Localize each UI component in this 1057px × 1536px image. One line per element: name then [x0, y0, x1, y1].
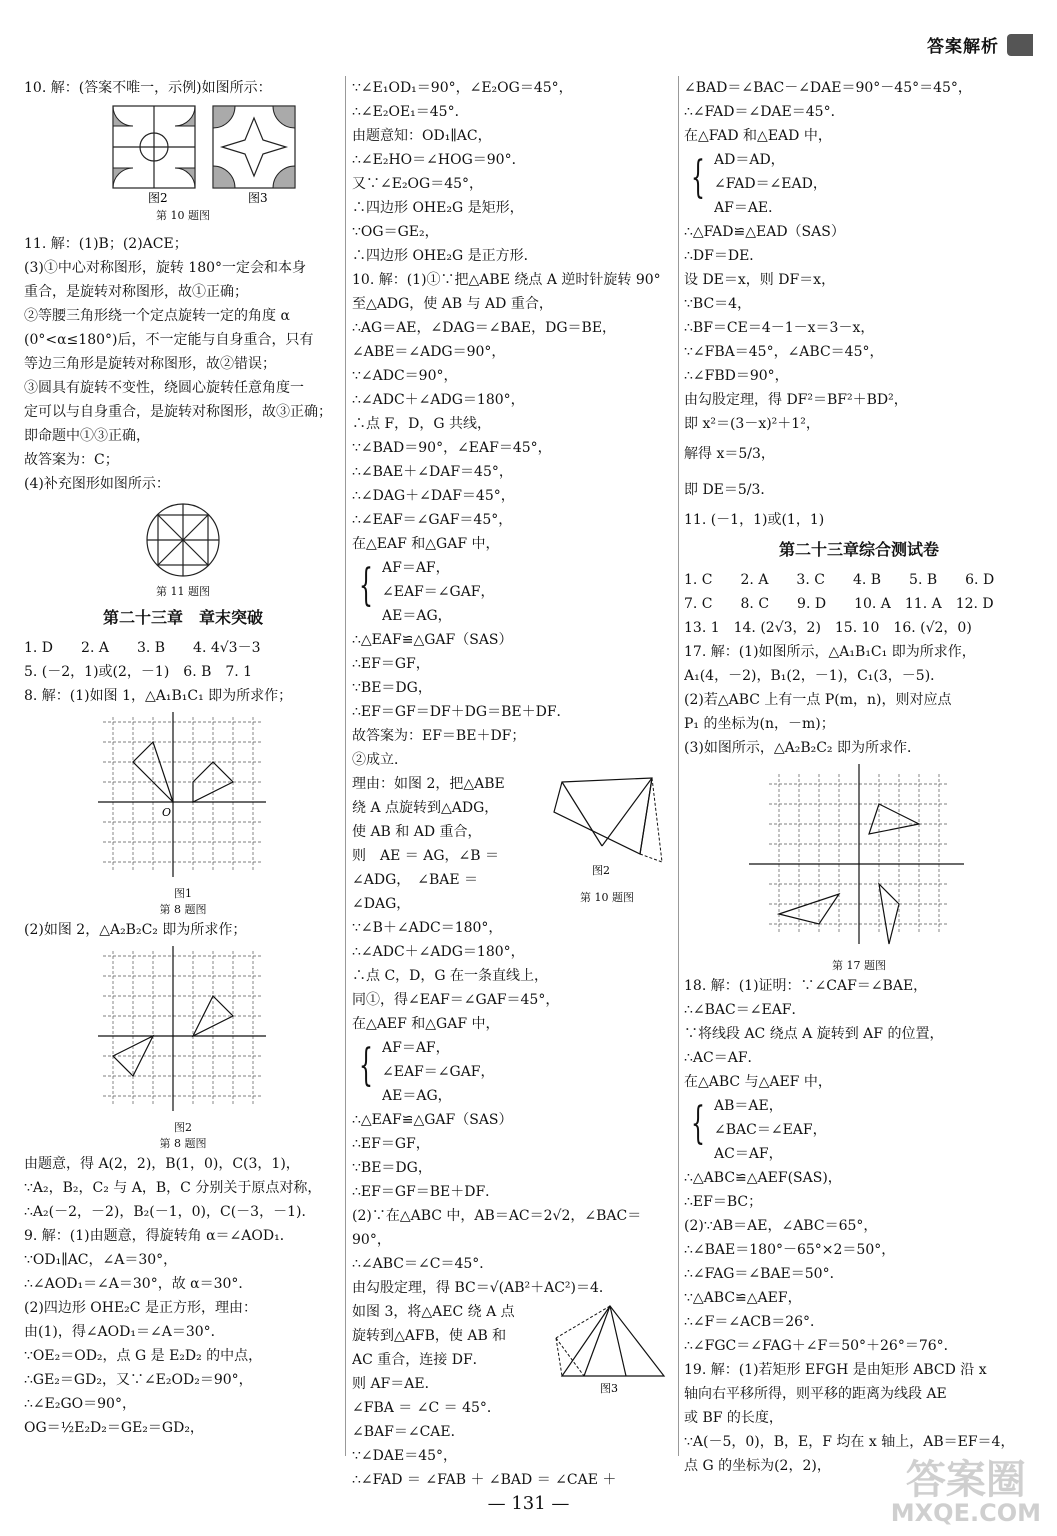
text-line: ∴∠ABC＝∠C＝45°． — [352, 1256, 494, 1272]
brace-line: AD＝AD， — [714, 152, 785, 168]
text-line: ∴∠FBD＝90°， — [684, 368, 789, 384]
fig8-2-label: 图2 — [174, 1121, 192, 1134]
watermark-logo — [890, 1457, 1041, 1527]
column-right — [684, 76, 1034, 1478]
text-line: ∵△ABC≌△AEF， — [684, 1290, 802, 1306]
text-line: (2)四边形 OHE₂C 是正方形，理由： — [24, 1300, 257, 1316]
text-line: (2)若△ABC 上有一点 P(m，n)，则对应点 — [684, 692, 952, 708]
fig10-3-triangle — [548, 1300, 672, 1396]
text-line: 由勾股定理，得 DF²＝BF²＋BD²， — [684, 392, 908, 408]
fig-label-3: 图3 — [600, 1382, 618, 1395]
text-line: ∴△EAF≌△GAF（SAS） — [352, 1112, 513, 1128]
text-line: 19. 解：(1)若矩形 EFGH 是由矩形 ABCD 沿 x — [684, 1362, 987, 1378]
text-line: A₁(4，－2)，B₁(2，－1)，C₁(3，－5)． — [684, 668, 945, 684]
text-line: ∴四边形 OHE₂G 是矩形， — [352, 200, 524, 216]
text-line: ∴∠ADC＋∠ADG＝180°， — [352, 944, 525, 960]
fig10-caption: 第 10 题图 — [156, 209, 210, 222]
brace-line: AE＝AG， — [382, 608, 452, 624]
text-line: ∴A₂(－2，－2)，B₂(－1，0)，C(－3，－1)． — [24, 1204, 316, 1220]
fig10-caption: 第 10 题图 — [580, 891, 634, 904]
text-line: 理由：如图 2，把△ABE — [352, 776, 505, 792]
text-line: 旋转到△AFB，使 AB 和 — [352, 1328, 507, 1344]
q11-line: (4)补充图形如图所示： — [24, 476, 170, 492]
text-line: 同①，得∠EAF＝∠GAF＝45°， — [352, 992, 560, 1008]
text-line: 由勾股定理，得 BC＝√(AB²＋AC²)＝4． — [352, 1280, 613, 1296]
text-line: ∴∠FGC＝∠FAG＋∠F＝50°＋26°＝76°． — [684, 1338, 958, 1354]
text-line: ∵OE₂＝OD₂，点 G 是 E₂D₂ 的中点， — [24, 1348, 263, 1364]
answer-row: 1. D 2. A 3. B 4. 4√3－3 — [24, 640, 261, 656]
q11-line: ③圆具有旋转不变性，绕圆心旋转任意角度一 — [24, 380, 304, 396]
text-line: ∴∠ADC＋∠ADG＝180°， — [352, 392, 525, 408]
text-line: ∴EF＝GF＝BE＋DF． — [352, 1184, 500, 1200]
text-line: (2)∵AB＝AE，∠ABC＝65°， — [684, 1218, 878, 1234]
text-line: ∴∠E₂OE₁＝45°． — [352, 104, 469, 120]
q8-line: 8. 解：(1)如图 1，△A₁B₁C₁ 即为所求作； — [24, 688, 293, 704]
text-line: ∴∠E₂GO＝90°， — [24, 1396, 136, 1412]
q11-line: (0°<α≤180°)后，不一定能与自身重合，只有 — [24, 332, 314, 348]
column-divider — [345, 76, 346, 1456]
brace-line: AE＝AG， — [382, 1088, 452, 1104]
text-line: ∴EF＝GF， — [352, 1136, 430, 1152]
text-line: ∵BC＝4， — [684, 296, 752, 312]
fig-label-2: 图2 — [148, 191, 168, 204]
text-line: 在△AEF 和△GAF 中， — [352, 1016, 500, 1032]
text-line: 17. 解：(1)如图所示，△A₁B₁C₁ 即为所求作， — [684, 644, 976, 660]
text-line: 在△FAD 和△EAD 中， — [684, 128, 832, 144]
brace-line: ∠EAF＝∠GAF， — [382, 1064, 495, 1080]
text-line: 如图 3，将△AEC 绕 A 点 — [352, 1304, 515, 1320]
text-line: ∴GE₂＝GD₂，又∵∠E₂OD₂＝90°， — [24, 1372, 253, 1388]
text-line: ∴DF＝DE． — [684, 248, 764, 264]
text-line: ∠DAG， — [352, 896, 411, 912]
text-line: 点 G 的坐标为(2，2)， — [684, 1458, 831, 1474]
text-line: ∠BAF＝∠CAE． — [352, 1424, 465, 1440]
q11-line: 11. 解：(1)B；(2)ACE； — [24, 236, 188, 252]
text-line: ∴EF＝BC； — [684, 1194, 763, 1210]
text-line: (2)∵在△ABC 中，AB＝AC＝2√2，∠BAC＝ — [352, 1208, 642, 1224]
column-left — [24, 76, 342, 1440]
text-line: P₁ 的坐标为(n，－m)； — [684, 716, 835, 732]
q11-line: 故答案为：C； — [24, 452, 119, 468]
text-line: ∴点 F，D，G 共线， — [352, 416, 492, 432]
answer-row: 13. 1 14. (2√3，2) 15. 10 16. (√2，0) — [684, 620, 972, 636]
fig17-grid — [749, 764, 969, 954]
text-line: ∵∠DAE＝45°， — [352, 1448, 458, 1464]
column-middle — [352, 76, 674, 1492]
text-line: ∴点 C，D，G 在一条直线上， — [352, 968, 549, 984]
fig8-caption: 第 8 题图 — [159, 1137, 207, 1150]
text-line: ∵A(－5，0)，B，E，F 均在 x 轴上，AB＝EF＝4， — [684, 1434, 1015, 1450]
text-line: 11. (－1，1)或(1，1) — [684, 512, 825, 528]
text-line: ∵将线段 AC 绕点 A 旋转到 AF 的位置， — [684, 1026, 944, 1042]
brace-line: AC＝AF， — [714, 1146, 783, 1162]
text-line: 又∵∠E₂OG＝45°， — [352, 176, 484, 192]
text-line: ∵OD₁∥AC，∠A＝30°， — [24, 1252, 178, 1268]
text-line: AC 重合，连接 DF． — [352, 1352, 487, 1368]
text-line: ∴∠FAD ＝ ∠FAB ＋ ∠BAD ＝ ∠CAE ＋ — [352, 1472, 617, 1488]
text-line: ∴EF＝GF＝DF＋DG＝BE＋DF． — [352, 704, 571, 720]
text-line: ∵∠ADC＝90°， — [352, 368, 458, 384]
watermark-top: 答案圈 — [905, 1457, 1026, 1503]
text-line: 由(1)，得∠AOD₁＝∠A＝30°． — [24, 1324, 225, 1340]
text-line: ∵∠E₁OD₁＝90°，∠E₂OG＝45°， — [352, 80, 573, 96]
text-line: 由题意，得 A(2，2)，B(1，0)，C(3，1)， — [24, 1156, 300, 1172]
brace-line: AF＝AE． — [714, 200, 783, 216]
text-line: ∴AC＝AF． — [684, 1050, 762, 1066]
text-line: 使 AB 和 AD 重合， — [352, 824, 482, 840]
section-title: 第二十三章 章末突破 — [102, 608, 263, 627]
brace-line: AF＝AF， — [382, 560, 450, 576]
text-line: ∴∠FAG＝∠BAE＝50°． — [684, 1266, 844, 1282]
text-line: 故答案为：EF＝BE＋DF； — [352, 728, 526, 744]
text-line: OG＝½E₂D₂＝GE₂＝GD₂， — [24, 1420, 204, 1436]
text-line: ∴EF＝GF， — [352, 656, 430, 672]
text-line: ∴∠BAE＋∠DAF＝45°， — [352, 464, 513, 480]
text-line: 即 x²＝(3－x)²＋1²， — [684, 416, 820, 432]
text-line: 在△EAF 和△GAF 中， — [352, 536, 500, 552]
text-line: 10. 解：(1)①∵把△ABE 绕点 A 逆时针旋转 90° — [352, 272, 661, 288]
text-line: ②成立． — [352, 752, 408, 768]
text-line: ∴BF＝CE＝4－1－x＝3－x， — [684, 320, 875, 336]
equation-brace: { AD＝AD， ∠FAD＝∠EAD， AF＝AE． — [684, 148, 1034, 220]
text-line: 即 DE＝5/3． — [684, 482, 775, 498]
q11-line: 定可以与自身重合，是旋转对称图形，故③正确； — [24, 404, 332, 420]
q11-line: (3)①中心对称图形，旋转 180°一定会和本身 — [24, 260, 307, 276]
header-label: 答案解析 — [927, 37, 999, 57]
text-line: (3)如图所示，△A₂B₂C₂ 即为所求作． — [684, 740, 921, 756]
text-line: ∴∠E₂HO＝∠HOG＝90°． — [352, 152, 526, 168]
text-line: 至△ADG，使 AB 与 AD 重合， — [352, 296, 553, 312]
fig11-caption: 第 11 题图 — [156, 585, 210, 598]
fig8-1-label: 图1 — [174, 887, 192, 900]
fig-label-3: 图3 — [248, 191, 268, 204]
equation-brace: { AF＝AF， ∠EAF＝∠GAF， AE＝AG， — [352, 1036, 674, 1108]
section-title: 第二十三章综合测试卷 — [778, 540, 939, 559]
text-line: ∵∠B＋∠ADC＝180°， — [352, 920, 503, 936]
header-tab-marker — [1007, 34, 1033, 56]
text-line: ∵∠BAD＝90°，∠EAF＝45°， — [352, 440, 552, 456]
section-header — [927, 32, 1033, 57]
text-line: ∴∠DAG＋∠DAF＝45°， — [352, 488, 515, 504]
text-line: ∴∠EAF＝∠GAF＝45°， — [352, 512, 513, 528]
text-line: 解得 x＝5/3， — [684, 446, 775, 462]
q10-line: 10. 解：(答案不唯一，示例)如图所示： — [24, 80, 272, 96]
q11-line: 重合，是旋转对称图形，故①正确； — [24, 284, 248, 300]
text-line: ∴∠BAE＝180°－65°×2＝50°， — [684, 1242, 896, 1258]
text-line: ∵BE＝DG， — [352, 680, 432, 696]
text-line: ∠ADG， ∠BAE ＝ — [352, 872, 479, 888]
text-line: 或 BF 的长度， — [684, 1410, 783, 1426]
fig10-2-quadrilateral — [542, 772, 672, 882]
q11-line: ②等腰三角形绕一个定点旋转一定的角度 α — [24, 308, 290, 324]
text-line: 9. 解：(1)由题意，得旋转角 α＝∠AOD₁． — [24, 1228, 294, 1244]
text-line: ∠FBA ＝ ∠C ＝ 45°． — [352, 1400, 501, 1416]
text-line: ∠ABE＝∠ADG＝90°， — [352, 344, 506, 360]
fig-label-o: O — [162, 806, 172, 819]
text-line: 由题意知：OD₁∥AC， — [352, 128, 492, 144]
text-line: ∴△FAD≌△EAD（SAS） — [684, 224, 845, 240]
equation-brace: { AB＝AE， ∠BAC＝∠EAF， AC＝AF， — [684, 1094, 1034, 1166]
text-line: ∴△EAF≌△GAF（SAS） — [352, 632, 513, 648]
text-line: ∴∠AOD₁＝∠A＝30°，故 α＝30°． — [24, 1276, 253, 1292]
answer-row: 1. C 2. A 3. C 4. B 5. B 6. D — [684, 572, 995, 588]
text-line: 则 AE ＝ AG，∠B ＝ — [352, 848, 499, 864]
text-line: 18. 解：(1)证明：∵∠CAF＝∠BAE， — [684, 978, 928, 994]
page-number: — 131 — — [487, 1493, 570, 1514]
q11-line: 等边三角形是旋转对称图形，故②错误； — [24, 356, 276, 372]
text-line: ∵BE＝DG， — [352, 1160, 432, 1176]
text-line: ∴△ABC≌△AEF(SAS)， — [684, 1170, 842, 1186]
text-line: 则 AF＝AE． — [352, 1376, 439, 1392]
watermark-bottom: MXQE.COM — [890, 1499, 1041, 1527]
fig-label-2: 图2 — [592, 864, 610, 877]
text-line: ∵OG＝GE₂， — [352, 224, 439, 240]
text-line: ∴∠FAD＝∠DAE＝45°． — [684, 104, 845, 120]
text-line: 轴向右平移所得，则平移的距离为线段 AE — [684, 1386, 947, 1402]
text-line: 90°， — [352, 1232, 391, 1248]
fig10-squares — [68, 104, 298, 204]
brace-line: ∠EAF＝∠GAF， — [382, 584, 495, 600]
fig8-2-grid — [98, 946, 268, 1116]
text-line: ∴四边形 OHE₂G 是正方形． — [352, 248, 538, 264]
text-line: ∴∠BAC＝∠EAF． — [684, 1002, 806, 1018]
text-line: ∴∠F＝∠ACB＝26°． — [684, 1314, 825, 1330]
column-divider — [678, 76, 679, 1456]
text-line: ∠BAD＝∠BAC－∠DAE＝90°－45°＝45°， — [684, 80, 972, 96]
brace-line: ∠FAD＝∠EAD， — [714, 176, 827, 192]
brace-line: ∠BAC＝∠EAF， — [714, 1122, 827, 1138]
text-line: ∴AG＝AE，∠DAG＝∠BAE，DG＝BE， — [352, 320, 617, 336]
text-line: ∵A₂，B₂，C₂ 与 A，B，C 分别关于原点对称， — [24, 1180, 322, 1196]
fig11-circle — [138, 500, 228, 580]
answer-row: 7. C 8. C 9. D 10. A 11. A 12. D — [684, 596, 994, 612]
text-line: 在△ABC 与△AEF 中， — [684, 1074, 832, 1090]
text-line: ∵∠FBA＝45°，∠ABC＝45°， — [684, 344, 884, 360]
fig8-caption: 第 8 题图 — [159, 903, 207, 916]
answer-row: 5. (－2，1)或(2，－1) 6. B 7. 1 — [24, 664, 253, 680]
text-line: 绕 A 点旋转到△ADG， — [352, 800, 499, 816]
fig8-1-grid — [98, 712, 268, 882]
q11-line: 即命题中①③正确， — [24, 428, 150, 444]
brace-line: AF＝AF， — [382, 1040, 450, 1056]
equation-brace: { AF＝AF， ∠EAF＝∠GAF， AE＝AG， — [352, 556, 674, 628]
text-line: 设 DE＝x，则 DF＝x， — [684, 272, 836, 288]
q8-2-line: (2)如图 2，△A₂B₂C₂ 即为所求作； — [24, 922, 247, 938]
fig17-caption: 第 17 题图 — [832, 959, 886, 972]
brace-line: AB＝AE， — [714, 1098, 783, 1114]
